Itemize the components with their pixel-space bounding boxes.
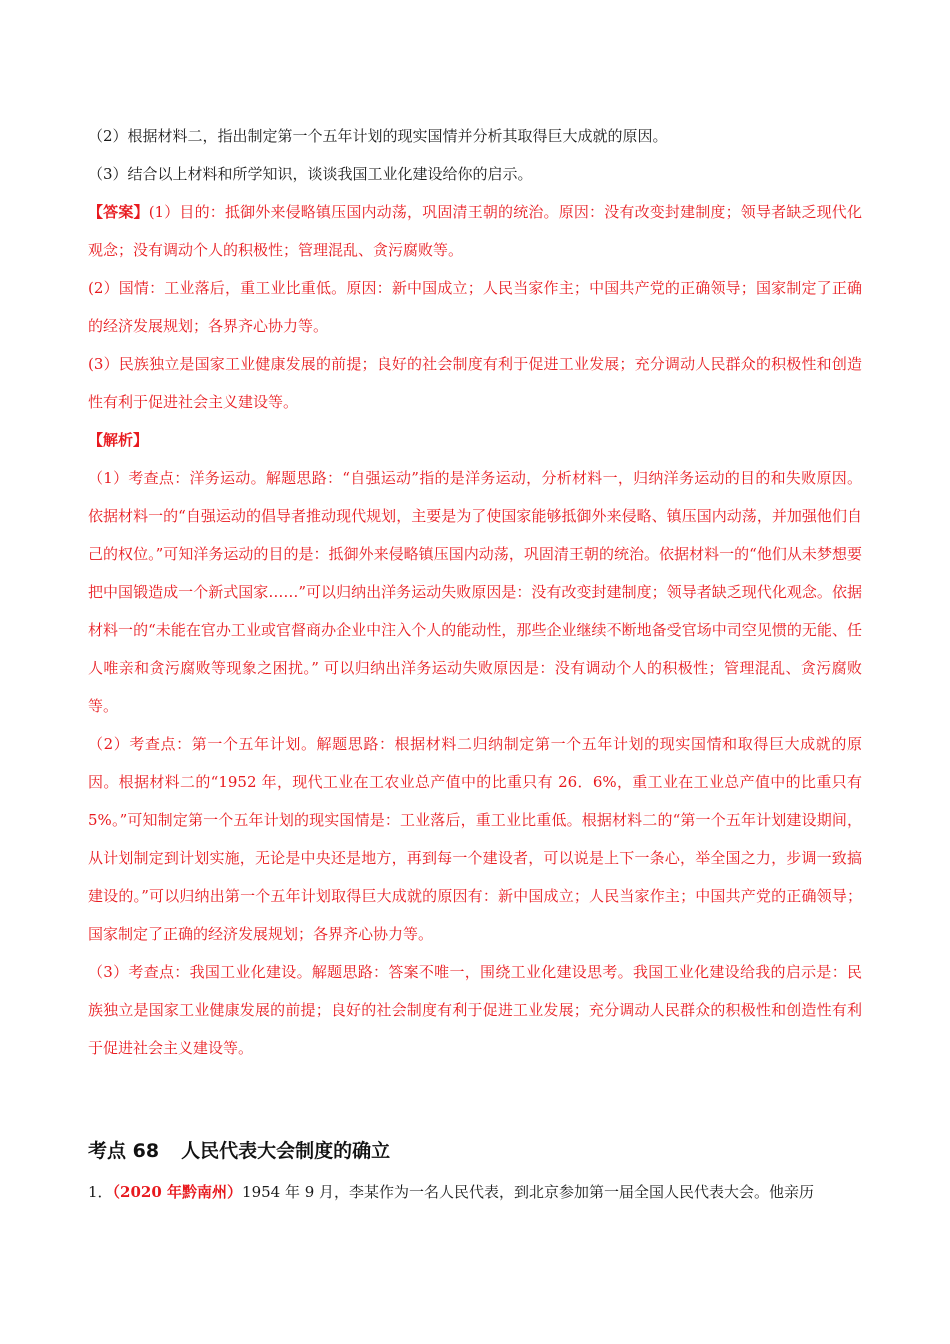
question-1: [88, 1173, 862, 1211]
answer-part-2: (2）国情：工业落后，重工业比重低。原因：新中国成立；人民当家作主；中国共产党的正确领导；国家制定了正确的经济发展规划；各界齐心协力等。: [88, 279, 862, 335]
analysis-part-1: （1）考查点：洋务运动。解题思路：“自强运动”指的是洋务运动，分析材料一，归纳洋务运动的目的和失败原因。依据材料一的“自强运动的倡导者推动现代规划，主要是为了使国家能够抵御外来侵略、镇压国内动荡，并加强他们自己的权位。”可知洋务运动的目的是：抵御外来侵略镇压国内动荡，巩固清王朝的统治。依据材料一的“他们从未梦想要把中国锻造成一个新式国家……”可以归纳出洋务运动失败原因是：没有改变封建制度；领导者缺乏现代化观念。依据材料一的“未能在官办工业或官督商办企业中注入个人的能动性，那些企业继续不断地备受官场中司空见惯的无能、任人唯亲和贪污腐败等现象之困扰。” 可以归纳出洋务运动失败原因是：没有调动个人的积极性；管理混乱、贪污腐败等。: [88, 469, 862, 715]
analysis-tag: 【解析】: [88, 431, 149, 449]
section-number: 考点 68: [88, 1140, 160, 1162]
answer-part-1: [88, 193, 862, 269]
answer-tag: 【答案】: [88, 203, 149, 221]
question-1-text: 1954 年 9 月，李某作为一名人民代表，到北京参加第一届全国人民代表大会。他亲历: [242, 1183, 815, 1201]
question-2: （2）根据材料二，指出制定第一个五年计划的现实国情并分析其取得巨大成就的原因。: [88, 127, 668, 145]
section-title: 人民代表大会制度的确立: [181, 1140, 391, 1162]
question-1-source: （2020 年黔南州）: [112, 1183, 243, 1201]
analysis-part-2: （2）考查点：第一个五年计划。解题思路：根据材料二归纳制定第一个五年计划的现实国情和取得巨大成就的原因。根据材料二的“1952 年，现代工业在工农业总产值中的比重只有 26．6%，重工业在工业总产值中的比重只有 5%。”可知制定第一个五年计划的现实国情是：工业落后，重工业比重低。根据材料二的“第一个五年计划建设期间，从计划制定到计划实施，无论是中央还是地方，再到每一个建设者，可以说是上下一条心，举全国之力，步调一致搞建设的。”可以归纳出第一个五年计划取得巨大成就的原因有：新中国成立；人民当家作主；中国共产党的正确领导；国家制定了正确的经济发展规划；各界齐心协力等。: [88, 735, 862, 943]
section-heading: [88, 1131, 862, 1171]
analysis-part-3: （3）考查点：我国工业化建设。解题思路：答案不唯一，围绕工业化建设思考。我国工业化建设给我的启示是：民族独立是国家工业健康发展的前提；良好的社会制度有利于促进工业发展；充分调动人民群众的积极性和创造性有利于促进社会主义建设等。: [88, 963, 862, 1057]
answer-part-3: (3）民族独立是国家工业健康发展的前提；良好的社会制度有利于促进工业发展；充分调动人民群众的积极性和创造性有利于促进社会主义建设等。: [88, 355, 862, 411]
question-1-number: 1．: [88, 1183, 113, 1201]
answer-part-1-text: (1）目的：抵御外来侵略镇压国内动荡，巩固清王朝的统治。原因：没有改变封建制度；领导者缺乏现代化观念；没有调动个人的积极性；管理混乱、贪污腐败等。: [88, 203, 862, 259]
question-3: （3）结合以上材料和所学知识，谈谈我国工业化建设给你的启示。: [88, 165, 533, 183]
